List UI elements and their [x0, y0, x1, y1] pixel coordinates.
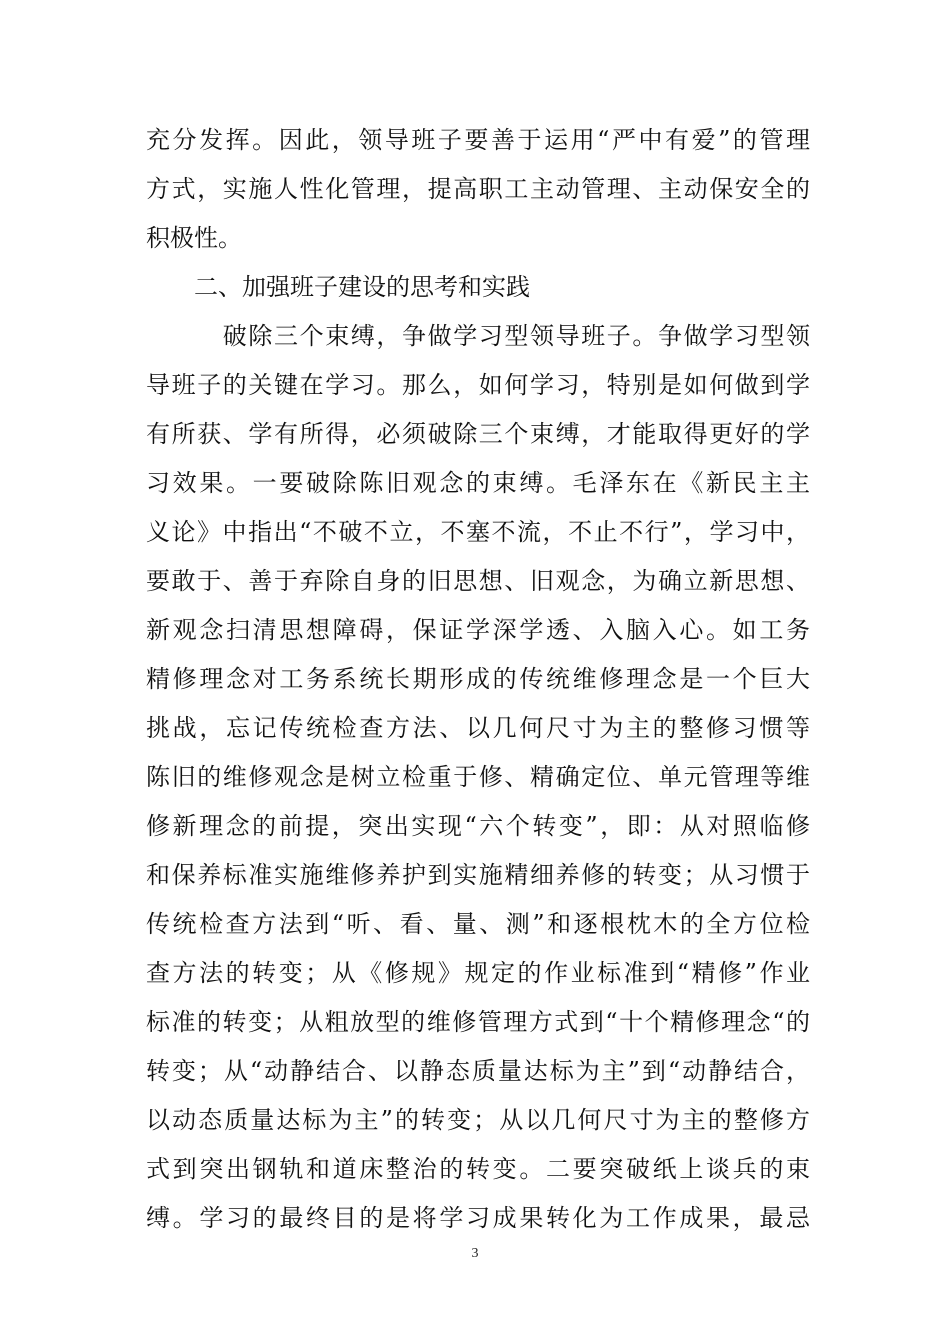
text-line: 陈旧的维修观念是树立检重于修、精确定位、单元管理等维 — [146, 763, 810, 791]
text-line: 转变；从“动静结合、以静态质量达标为主”到“动静结合， — [146, 1057, 810, 1085]
text-line: 破除三个束缚，争做学习型领导班子。争做学习型领 — [146, 322, 810, 350]
text-line: 挑战，忘记传统检查方法、以几何尺寸为主的整修习惯等 — [146, 714, 810, 742]
text-line: 新观念扫清思想障碍，保证学深学透、入脑入心。如工务 — [146, 616, 810, 644]
page-number: 3 — [471, 1246, 479, 1261]
text-line: 以动态质量达标为主”的转变；从以几何尺寸为主的整修方 — [146, 1106, 810, 1134]
text-line: 查方法的转变；从《修规》规定的作业标准到“精修”作业 — [146, 959, 810, 987]
section-heading: 二、加强班子建设的思考和实践 — [146, 273, 530, 301]
text-line: 积极性。 — [146, 224, 242, 252]
text-line: 缚。学习的最终目的是将学习成果转化为工作成果，最忌 — [146, 1204, 810, 1232]
text-line: 义论》中指出“不破不立，不塞不流，不止不行”，学习中， — [146, 518, 810, 546]
text-line: 有所获、学有所得，必须破除三个束缚，才能取得更好的学 — [146, 420, 810, 448]
text-line: 精修理念对工务系统长期形成的传统维修理念是一个巨大 — [146, 665, 810, 693]
text-line: 方式，实施人性化管理，提高职工主动管理、主动保安全的 — [146, 175, 810, 203]
text-line: 充分发挥。因此，领导班子要善于运用“严中有爱”的管理 — [146, 126, 810, 154]
text-line: 要敢于、善于弃除自身的旧思想、旧观念，为确立新思想、 — [146, 567, 810, 595]
text-line: 和保养标准实施维修养护到实施精细养修的转变；从习惯于 — [146, 861, 810, 889]
body-text — [146, 116, 810, 1243]
text-line: 式到突出钢轨和道床整治的转变。二要突破纸上谈兵的束 — [146, 1155, 810, 1183]
text-line: 习效果。一要破除陈旧观念的束缚。毛泽东在《新民主主 — [146, 469, 810, 497]
text-line: 修新理念的前提，突出实现“六个转变”，即：从对照临修 — [146, 812, 810, 840]
text-line: 传统检查方法到“听、看、量、测”和逐根枕木的全方位检 — [146, 910, 810, 938]
text-line: 导班子的关键在学习。那么，如何学习，特别是如何做到学 — [146, 371, 810, 399]
text-line: 标准的转变；从粗放型的维修管理方式到“十个精修理念“的 — [146, 1008, 810, 1036]
